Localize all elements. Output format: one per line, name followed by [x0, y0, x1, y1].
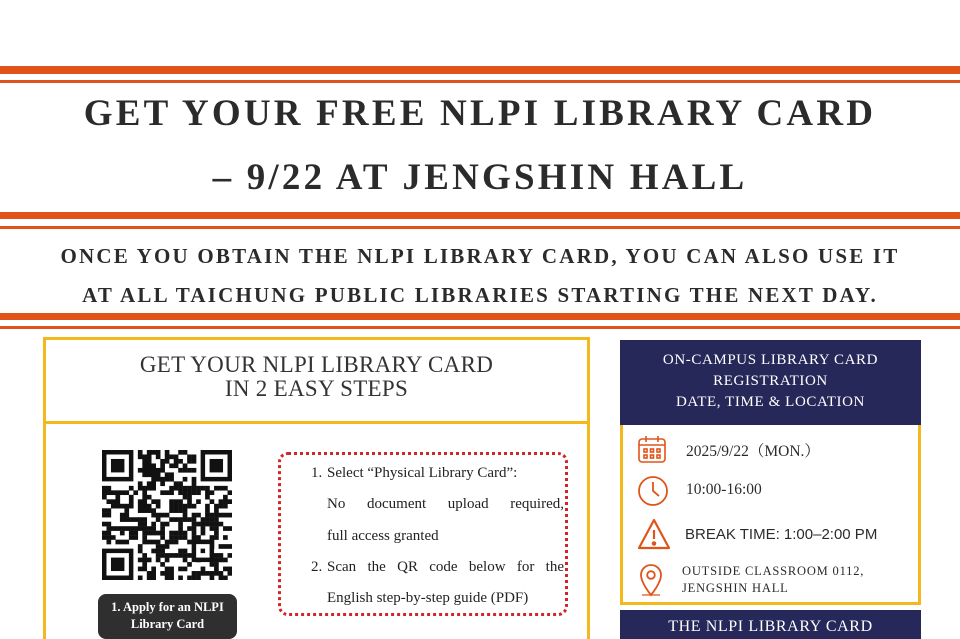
registration-break-time: BREAK TIME: 1:00–2:00 PM	[685, 526, 878, 543]
registration-header-line-1: ON-CAMPUS LIBRARY CARD	[662, 352, 879, 368]
location-pin-icon	[636, 562, 666, 603]
step-number: 1.	[311, 465, 323, 481]
top-stripe-thin	[0, 80, 960, 83]
steps-title-line-1: GET YOUR NLPI LIBRARY CARD	[139, 352, 494, 377]
registration-header	[620, 340, 921, 425]
steps-panel-title	[46, 340, 587, 424]
headline-line-1: GET YOUR FREE NLPI LIBRARY CARD	[83, 93, 877, 134]
lower-stripe-thin	[0, 326, 960, 329]
qr-caption-line-2: Library Card	[130, 617, 205, 631]
registration-header-line-3: DATE, TIME & LOCATION	[676, 394, 865, 410]
steps-panel	[43, 337, 590, 639]
middle-stripe-thin	[0, 226, 960, 229]
lower-stripe-thick	[0, 313, 960, 320]
headline-line-2: – 9/22 AT JENGSHIN HALL	[212, 157, 748, 198]
step-text-line: full access granted	[327, 528, 439, 544]
registration-location-line-2: JENGSHIN HALL	[682, 581, 789, 595]
calendar-icon	[636, 433, 668, 470]
registration-location-line-1: OUTSIDE CLASSROOM 0112,	[682, 564, 865, 578]
clock-icon	[636, 474, 670, 513]
qr-caption-badge	[98, 594, 237, 639]
step-text-line: No document upload required,	[327, 496, 564, 512]
warning-icon	[636, 517, 672, 556]
qr-code-icon[interactable]	[102, 450, 232, 580]
step-text-line: Select “Physical Library Card”:	[327, 465, 518, 481]
top-stripe-thick	[0, 66, 960, 74]
middle-stripe-thick	[0, 212, 960, 219]
registration-panel	[620, 340, 921, 639]
step-number: 2.	[311, 559, 323, 575]
step-text-line: English step-by-step guide (PDF)	[327, 590, 529, 606]
subheadline-line-2: AT ALL TAICHUNG PUBLIC LIBRARIES STARTING THE NEXT DAY.	[82, 283, 878, 307]
registration-header-line-2: REGISTRATION	[713, 373, 828, 389]
subheadline-line-1: ONCE YOU OBTAIN THE NLPI LIBRARY CARD, YOU CAN ALSO USE IT	[60, 244, 900, 268]
registration-date: 2025/9/22（MON.）	[686, 443, 820, 460]
steps-title-line-2: IN 2 EASY STEPS	[224, 376, 409, 401]
step-text-line: Scan the QR code below for the	[327, 559, 564, 575]
qr-caption-line-1: 1. Apply for an NLPI	[111, 600, 224, 614]
registration-time: 10:00-16:00	[686, 481, 762, 498]
library-card-footer: THE NLPI LIBRARY CARD	[620, 610, 921, 639]
registration-details	[620, 425, 921, 605]
steps-instructions-box	[278, 452, 568, 616]
